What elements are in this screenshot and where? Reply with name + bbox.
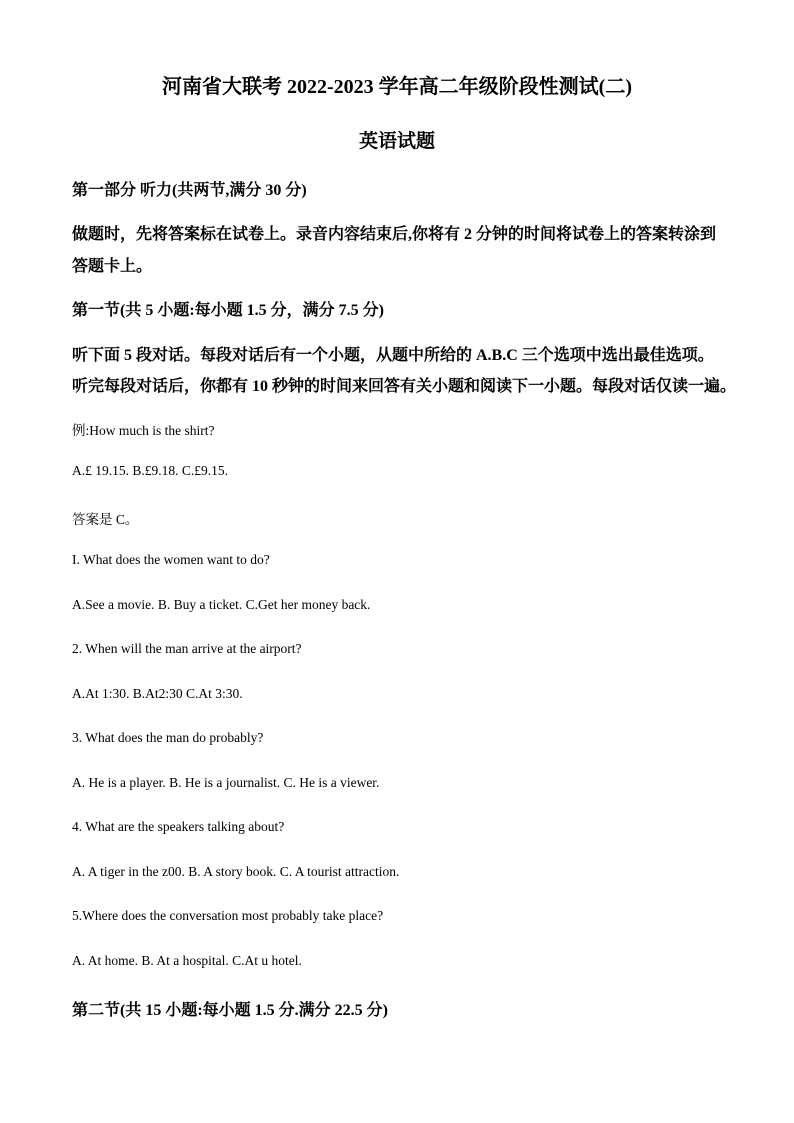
part1-instruction-line1: 做题时，先将答案标在试卷上。录音内容结束后,你将有 2 分钟的时间将试卷上的答案转涂到 xyxy=(72,226,717,243)
section1-heading: 第一节(共 5 小题:每小题 1.5 分，满分 7.5 分) xyxy=(72,302,384,319)
section1-instruction-line1: 听下面 5 段对话。每段对话后有一个小题，从题中所给的 A.B.C 三个选项中选出最佳选项。 xyxy=(72,347,714,364)
question-2: 2. When will the man arrive at the airport? xyxy=(72,641,302,656)
section2-heading: 第二节(共 15 小题:每小题 1.5 分.满分 22.5 分) xyxy=(72,1002,388,1019)
example-question: 例:How much is the shirt? xyxy=(72,423,215,438)
part1-instruction-line2: 答题卡上。 xyxy=(72,258,153,275)
question-3: 3. What does the man do probably? xyxy=(72,730,264,745)
question-4-options: A. A tiger in the z00. B. A story book. C. A tourist attraction. xyxy=(72,864,400,879)
question-1: I. What does the women want to do? xyxy=(72,552,270,567)
question-4: 4. What are the speakers talking about? xyxy=(72,819,285,834)
part1-heading: 第一部分 听力(共两节,满分 30 分) xyxy=(72,182,307,199)
question-5: 5.Where does the conversation most probably take place? xyxy=(72,908,384,923)
exam-subtitle: 英语试题 xyxy=(358,131,435,152)
example-answer: 答案是 C。 xyxy=(72,512,139,527)
example-options: A.£ 19.15. B.£9.18. C.£9.15. xyxy=(72,463,229,478)
question-5-options: A. At home. B. At a hospital. C.At u hotel. xyxy=(72,953,302,968)
question-3-options: A. He is a player. B. He is a journalist. C. He is a viewer. xyxy=(72,775,380,790)
section1-instruction-line2: 听完每段对话后，你都有 10 秒钟的时间来回答有关小题和阅读下一小题。每段对话仅读一遍。 xyxy=(72,378,737,395)
question-1-options: A.See a movie. B. Buy a ticket. C.Get her money back. xyxy=(72,597,371,612)
question-2-options: A.At 1:30. B.At2:30 C.At 3:30. xyxy=(72,686,243,701)
exam-title: 河南省大联考 2022-2023 学年高二年级阶段性测试(二) xyxy=(162,76,632,98)
